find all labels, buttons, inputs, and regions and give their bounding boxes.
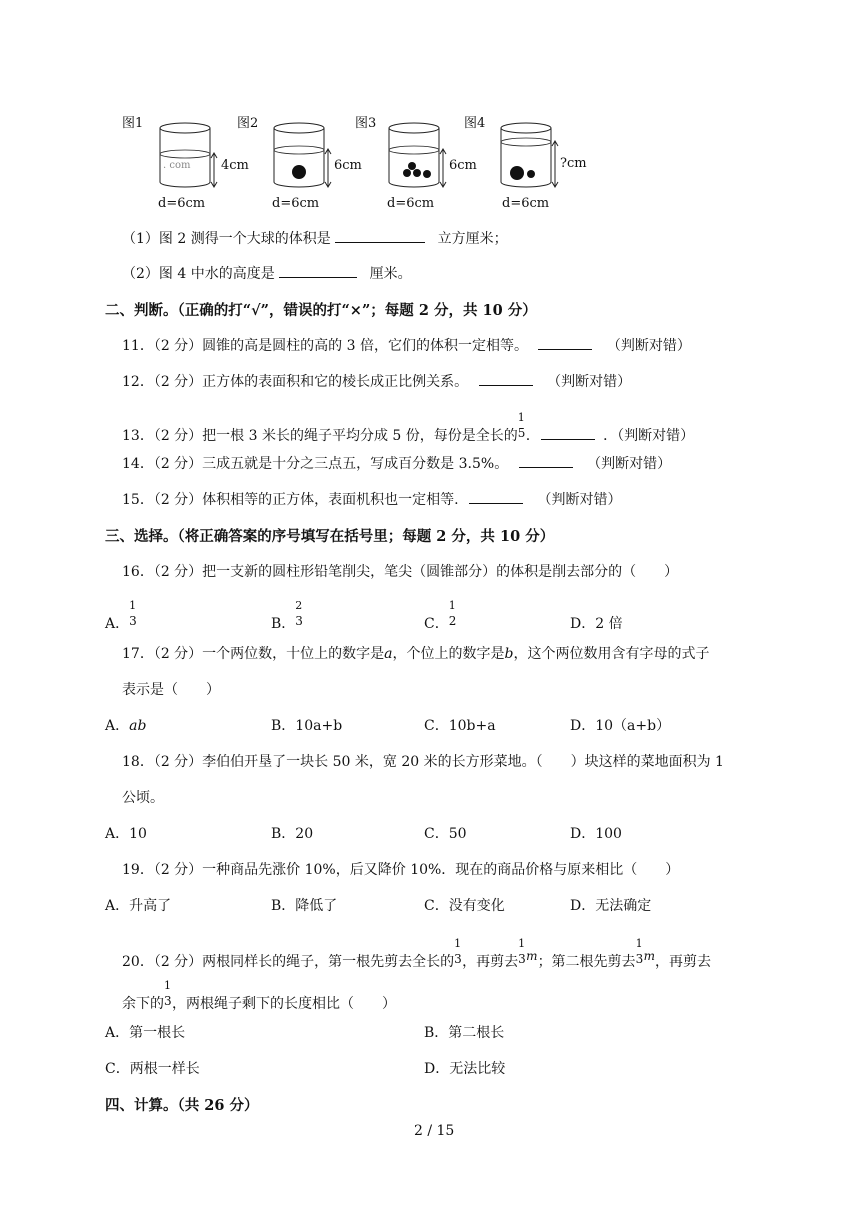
q19-option-d[interactable]: D．无法确定 [570, 898, 652, 914]
height-label-1: 4cm [221, 158, 249, 173]
question-17-line2: 表示是（ ） [122, 682, 220, 698]
q16-option-a[interactable]: A． 1 3 [105, 599, 137, 632]
q20-option-c[interactable]: C．两根一样长 [105, 1061, 200, 1077]
q18-option-d[interactable]: D．100 [570, 826, 622, 842]
q19-option-c[interactable]: C．没有变化 [424, 898, 505, 914]
q17-option-a[interactable]: A．ab [105, 718, 147, 734]
diameter-label-3: d=6cm [387, 196, 435, 211]
question-20-line2: 余下的 1 3 ，两根绳子剩下的长度相比（ ） [122, 979, 396, 1012]
q17-option-b[interactable]: B．10a+b [271, 718, 343, 734]
q17-option-d[interactable]: D．10（a+b） [570, 718, 671, 734]
answer-blank[interactable] [479, 371, 533, 386]
figure-label-4: 图4 [464, 116, 486, 131]
question-11: 11．（2 分）圆锥的高是圆柱的高的 3 倍，它们的体积一定相等。 （判断对错） [122, 335, 691, 355]
figure-label-1: 图1 [122, 116, 144, 131]
q19-option-b[interactable]: B．降低了 [271, 898, 338, 914]
question-18-line1: 18．（2 分）李伯伯开垦了一块长 50 米，宽 20 米的长方形菜地。（ ）块这样的菜地面积为 1 [122, 754, 724, 770]
diameter-label-1: d=6cm [158, 196, 206, 211]
question-20-line1: 20．（2 分）两根同样长的绳子，第一根先剪去全长的 1 3 ，再剪去 1 3 m；第二根先剪去 1 3 m，再剪去 [122, 937, 711, 970]
q18-option-a[interactable]: A．10 [105, 826, 147, 842]
q17-option-c[interactable]: C．10b+a [424, 718, 496, 734]
section-2-title: 二、判断。（正确的打“√”，错误的打“×”；每题 2 分，共 10 分） [105, 302, 537, 319]
answer-blank[interactable] [538, 335, 592, 350]
q18-option-c[interactable]: C．50 [424, 826, 467, 842]
question-12: 12．（2 分）正方体的表面积和它的棱长成正比例关系。 （判断对错） [122, 371, 631, 391]
height-label-2: 6cm [334, 158, 362, 173]
section-4-title: 四、计算。（共 26 分） [105, 1097, 259, 1114]
q16-option-b[interactable]: B． 2 3 [271, 599, 303, 632]
q10-sub2: （2）图 4 中水的高度是 厘米。 [122, 263, 412, 283]
diameter-label-2: d=6cm [272, 196, 320, 211]
question-19: 19．（2 分）一种商品先涨价 10%，后又降价 10%．现在的商品价格与原来相比（ ） [122, 862, 680, 878]
q18-option-b[interactable]: B．20 [271, 826, 314, 842]
watermark-text: . com [163, 160, 191, 171]
section-3-title: 三、选择。（将正确答案的序号填写在括号里；每题 2 分，共 10 分） [105, 528, 555, 545]
page-number: 2 / 15 [414, 1123, 455, 1139]
figure-label-3: 图3 [355, 116, 377, 131]
answer-blank[interactable] [519, 453, 573, 468]
answer-blank[interactable] [469, 489, 523, 504]
q19-option-a[interactable]: A．升高了 [105, 898, 172, 914]
q16-option-c[interactable]: C． 1 2 [424, 599, 457, 632]
figure-label-2: 图2 [237, 116, 259, 131]
q10-sub1: （1）图 2 测得一个大球的体积是 立方厘米； [122, 228, 508, 248]
question-14: 14．（2 分）三成五就是十分之三点五，写成百分数是 3.5%。 （判断对错） [122, 453, 671, 473]
question-18-line2: 公顷。 [122, 790, 164, 806]
q16-option-d[interactable]: D．2 倍 [570, 616, 623, 632]
answer-blank[interactable] [541, 425, 595, 440]
height-label-4: ?cm [560, 156, 587, 171]
question-15: 15．（2 分）体积相等的正方体，表面机积也一定相等. （判断对错） [122, 489, 622, 509]
question-13: 13．（2 分）把一根 3 米长的绳子平均分成 5 份，每份是全长的 1 5 . ．（判断对错） [122, 411, 695, 444]
q20-option-b[interactable]: B．第二根长 [424, 1025, 505, 1041]
diameter-label-4: d=6cm [502, 196, 550, 211]
answer-blank[interactable] [335, 228, 425, 243]
q20-option-a[interactable]: A．第一根长 [105, 1025, 186, 1041]
fraction: 1 5 [517, 411, 526, 440]
height-label-3: 6cm [449, 158, 477, 173]
question-17-line1: 17．（2 分）一个两位数，十位上的数字是a，个位上的数字是b，这个两位数用含有字母的式子 [122, 646, 710, 662]
question-16: 16．（2 分）把一支新的圆柱形铅笔削尖，笔尖（圆锥部分）的体积是削去部分的（ ） [122, 564, 679, 580]
answer-blank[interactable] [279, 263, 357, 278]
q20-option-d[interactable]: D．无法比较 [424, 1061, 506, 1077]
